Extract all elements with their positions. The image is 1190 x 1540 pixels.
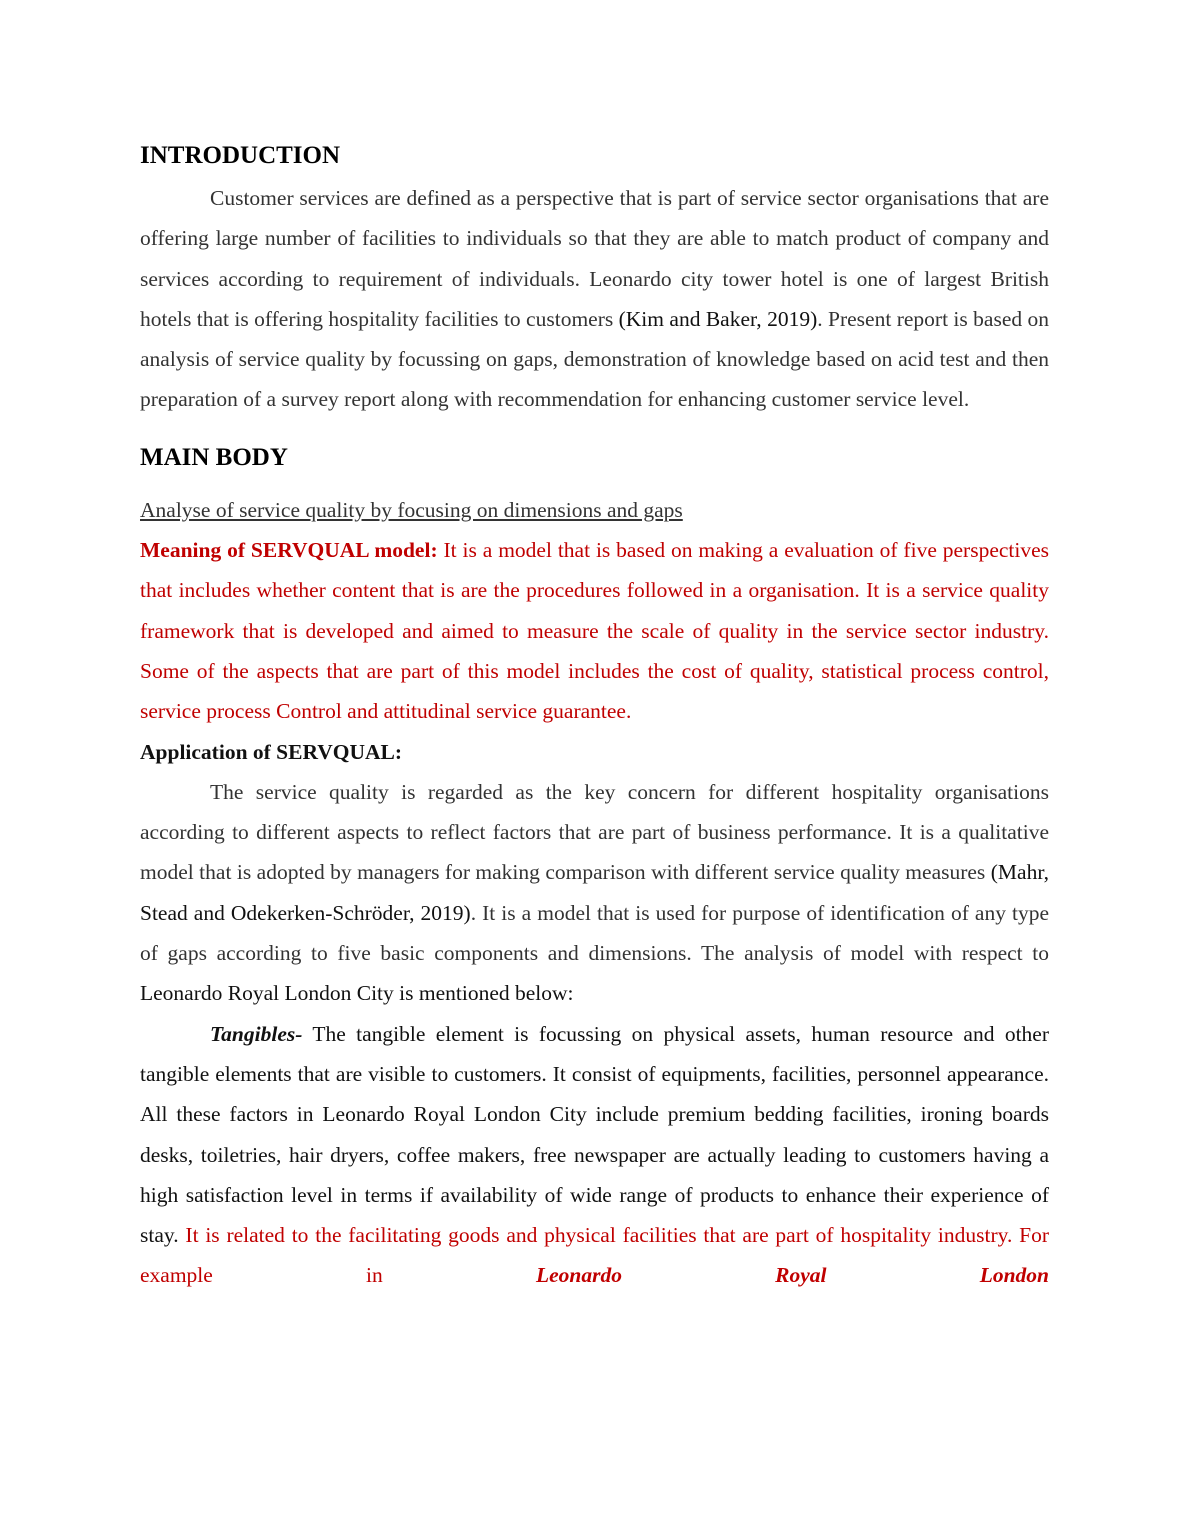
intro-text-rest: . Present report is based on analysis of service quality by focussing on gaps, demonstration of knowledge based on acid test and then preparation of a survey report along with recommendation for enhancing customer service level. [140, 306, 1050, 412]
tangibles-text: The tangible element is focussing on physical assets, human resource and other tangible elements that are visible to customers. It consist of equipments, facilities, personnel appearance. All these factors in Leonardo Royal London City include premium bedding facilities, ironing boards desks, toiletries, hair dryers, coffee makers, free newspaper are actually leading to customers having a high satisfaction level in terms if availability of wide range of products to enhance their experience of stay. [140, 1021, 1049, 1248]
application-text-rest: . It is a model that is used for purpose of identification of any type of gaps according to five basic components and dimensions. The analysis of model with respect to [140, 900, 1049, 966]
introduction-heading: INTRODUCTION [140, 142, 341, 169]
application-text: The service quality is regarded as the key concern for different hospitality organisations according to different aspects to reflect factors that are part of business performance. It is a qualitative model that is adopted by managers for making comparison with different service quality measures [140, 779, 1049, 885]
subheading-text: Analyse of service quality by focusing on dimensions and gaps [140, 497, 683, 522]
section-subheading [140, 490, 1049, 530]
introduction-paragraph [140, 178, 1049, 420]
application-paragraph [140, 772, 1049, 1014]
servqual-meaning-paragraph [140, 530, 1049, 731]
tangibles-paragraph [140, 1014, 1049, 1296]
application-heading: Application of SERVQUAL: [140, 739, 403, 764]
document-page [140, 138, 1049, 1296]
tangibles-red-emphasis: Leonardo Royal London [535, 1263, 1049, 1288]
intro-text: Customer services are defined as a perspective that is part of service sector organisations that are offering large number of facilities to individuals so that they are able to match product of company and services according to requirement of individuals. Leonardo city tower hotel is one of largest British hotels that is offering hospitality facilities to customers [140, 186, 1049, 331]
application-citation: (Mahr, Stead and Odekerken-Schröder, 2019) [140, 860, 1049, 925]
application-hotel-text: Leonardo Royal London City is mentioned below: [140, 981, 574, 1006]
tangibles-label: Tangibles- [210, 1021, 303, 1046]
servqual-meaning-label: Meaning of SERVQUAL model: [140, 538, 438, 563]
intro-citation: (Kim and Baker, 2019) [618, 306, 818, 331]
servqual-meaning-text: It is a model that is based on making a evaluation of five perspectives that includes whether content that is are the procedures followed in a organisation. It is a service quality framework that is developed and aimed to measure the scale of quality in the service sector industry. Some of the aspects that are part of this model includes the cost of quality, statistical process control, service process Control and attitudinal service guarantee. [140, 538, 1050, 724]
tangibles-red-text: It is related to the facilitating goods and physical facilities that are part of hospitality industry. For example in [140, 1223, 1049, 1288]
main-body-heading: MAIN BODY [140, 443, 288, 471]
